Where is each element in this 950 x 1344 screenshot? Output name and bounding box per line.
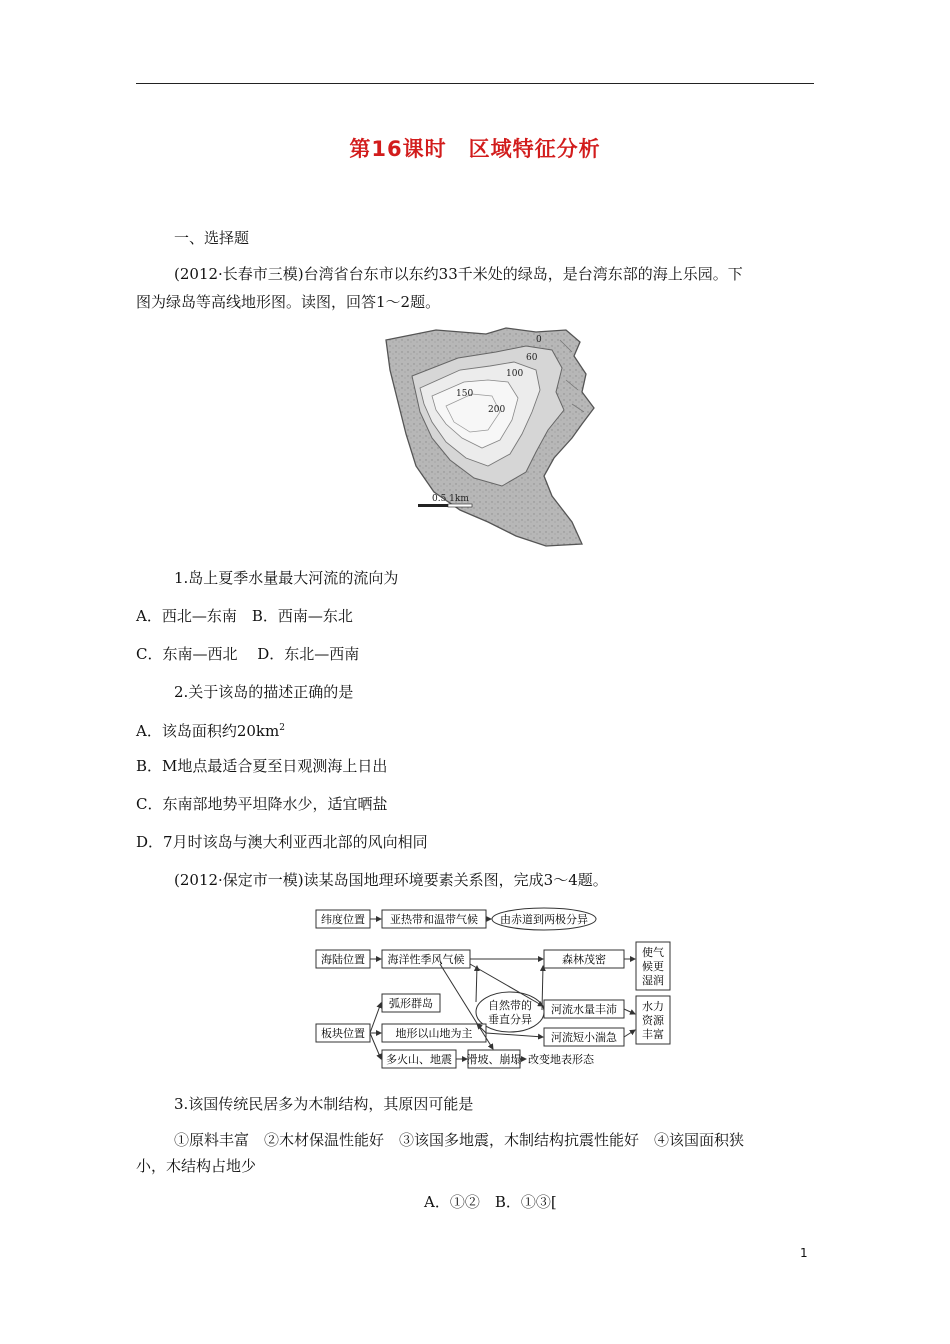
contour-label: 200: [488, 405, 506, 415]
diagram-node: 海洋性季风气候: [387, 953, 465, 966]
q2-option-d: D．7月时该岛与澳大利亚西北部的风向相同: [136, 833, 428, 851]
q3-line-2: 小，木结构占地少: [136, 1157, 257, 1175]
scale-label: 0.5 1km: [432, 494, 469, 504]
scale-bar: [418, 504, 448, 507]
contour-label: 100: [506, 369, 524, 379]
diagram-node: 多火山、地震: [386, 1053, 452, 1066]
contour-label: 0: [536, 335, 542, 345]
q3-partial-options: A．①② B．①③[: [424, 1193, 557, 1211]
q1-option-line: A．西北—东南 B．西南—东北: [136, 607, 353, 625]
intro-line-1: (2012·长春市三模)台湾省台东市以东约33千米处的绿岛，是台湾东部的海上乐园。下: [174, 265, 743, 283]
contour-label: 60: [526, 353, 538, 363]
intro-2: (2012·保定市一模)读某岛国地理环境要素关系图，完成3～4题。: [174, 871, 608, 889]
diagram-node: 河流水量丰沛: [551, 1003, 617, 1016]
intro-line-2: 图为绿岛等高线地形图。读图，回答1～2题。: [136, 293, 441, 311]
diagram-node: 地形以山地为主: [395, 1027, 473, 1040]
q2-option-c: C．东南部地势平坦降水少，适宜晒盐: [136, 795, 388, 813]
diagram-node: 使气: [642, 946, 664, 959]
diagram-node: 资源: [642, 1014, 664, 1027]
q2-option-a: [136, 718, 285, 741]
q3-line-1: ①原料丰富 ②木材保温性能好 ③该国多地震，木制结构抗震性能好 ④该国面积狭: [174, 1131, 745, 1149]
diagram-node: 河流短小湍急: [551, 1031, 617, 1044]
q2-stem: 2.关于该岛的描述正确的是: [174, 683, 354, 701]
q3-stem: 3.该国传统民居多为木制结构，其原因可能是: [174, 1095, 474, 1113]
diagram-node: 湿润: [642, 974, 664, 987]
diagram-node: 改变地表形态: [528, 1053, 594, 1066]
contour-label: 150: [456, 389, 474, 399]
diagram-node: 滑坡、崩塌: [466, 1053, 522, 1066]
diagram-node: 森林茂密: [562, 953, 606, 966]
header-rule: [136, 83, 814, 84]
diagram-node: 海陆位置: [321, 953, 365, 966]
contour-map-figure: [376, 326, 608, 550]
diagram-node: 候更: [642, 960, 664, 973]
diagram-node: 弧形群岛: [389, 997, 433, 1010]
diagram-node: 亚热带和温带气候: [390, 913, 478, 926]
diagram-node: 板块位置: [321, 1027, 365, 1040]
section-heading: 一、选择题: [174, 229, 250, 247]
diagram-node: 丰富: [642, 1028, 664, 1041]
diagram-node: 纬度位置: [321, 913, 365, 926]
superscript: 2: [279, 723, 285, 733]
q1-stem: 1.岛上夏季水量最大河流的流向为: [174, 569, 399, 587]
q1-option-line: C．东南—西北 D．东北—西南: [136, 645, 360, 663]
diagram-node: 水力: [642, 1000, 664, 1013]
page-number: 1: [800, 1246, 808, 1260]
page-title: 第16课时 区域特征分析: [349, 137, 601, 161]
diagram-node: 自然带的: [488, 999, 532, 1012]
q2-option-a-text: A．该岛面积约20km: [136, 722, 280, 740]
relationship-diagram: [312, 902, 672, 1078]
diagram-node: 垂直分异: [488, 1013, 532, 1026]
q2-option-b: B．M地点最适合夏至日观测海上日出: [136, 757, 388, 775]
diagram-node: 由赤道到两极分异: [500, 913, 588, 926]
